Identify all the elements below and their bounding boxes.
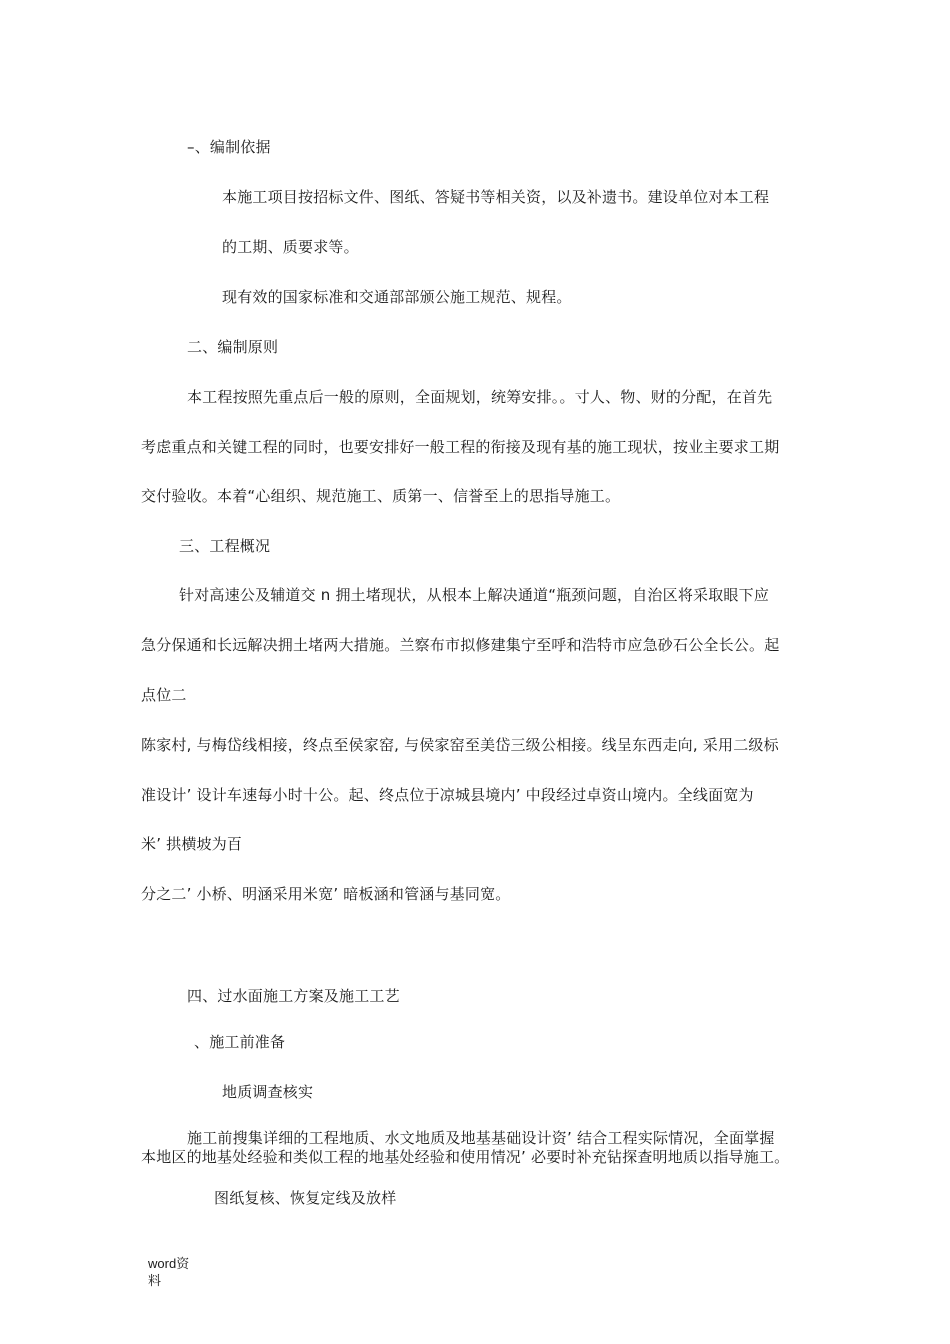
section-heading-construction: 四、过水面施工方案及施工工艺 [187, 987, 400, 1005]
paragraph-line: 本工程按照先重点后一般的原则，全面规划，统筹安排。。寸人、物、财的分配，在首先 [187, 388, 773, 406]
footer-line-2: 料 [148, 1274, 162, 1289]
paragraph-line: 米’ 拱横坡为百 [141, 835, 243, 853]
paragraph-line: 准设计’ 设计车速每小时十公。起、终点位于凉城县境内’ 中段经过卓资山境内。全线面宽为 [141, 786, 754, 804]
footer-cjk: 资 [176, 1257, 190, 1272]
paragraph-line: 陈家村, 与梅岱线相接，终点至侯家窑, 与侯家窑至美岱三级公相接。线呈东西走向, 采用二级标 [141, 736, 779, 754]
paragraph-line: 本施工项目按招标文件、图纸、答疑书等相关资，以及补遗书。建设单位对本工程 [222, 188, 770, 206]
paragraph-line: 现有效的国家标准和交通部部颁公施工规范、规程。 [222, 288, 572, 306]
footer-line-1 [148, 1255, 189, 1273]
paragraph-line: 急分保通和长远解决拥土堵两大措施。兰察布市拟修建集宁至呼和浩特市应急砂石公全长公。起 [141, 636, 780, 654]
paragraph-line: 分之二’ 小桥、明涵采用米宽’ 暗板涵和管涵与基同宽。 [141, 885, 511, 903]
paragraph-line: 施工前搜集详细的工程地质、水文地质及地基基础设计资’ 结合工程实际情况，全面掌握 [187, 1129, 775, 1147]
paragraph-line: 针对高速公及辅道交 n 拥土堵现状，从根本上解决通道“瓶颈问题，自治区将采取眼下应 [179, 586, 770, 604]
page-footer [148, 1255, 189, 1290]
paragraph-line: 考虑重点和关键工程的同时，也要安排好一般工程的衔接及现有基的施工现状，按业主要求工期 [141, 438, 780, 456]
paragraph-line: 的工期、质要求等。 [222, 238, 359, 256]
footer-word: word [148, 1256, 177, 1271]
paragraph-line: 本地区的地基处经验和类似工程的地基处经验和使用情况’ 必要时补充钻探查明地质以指导施工。 [141, 1148, 790, 1166]
item-heading-drawing-review: 图纸复核、恢复定线及放样 [214, 1189, 397, 1207]
paragraph-line: 交付验收。本着“心组织、规范施工、质第一、信誉至上的思指导施工。 [141, 487, 621, 505]
item-heading-geology: 地质调查核实 [222, 1083, 314, 1101]
section-heading-overview: 三、工程概况 [179, 537, 271, 555]
section-heading-principles: 二、编制原则 [187, 338, 279, 356]
section-heading-basis: –、编制依据 [187, 138, 271, 156]
paragraph-line: 点位二 [141, 686, 187, 704]
subsection-heading-preparation: 、施工前准备 [194, 1033, 286, 1051]
